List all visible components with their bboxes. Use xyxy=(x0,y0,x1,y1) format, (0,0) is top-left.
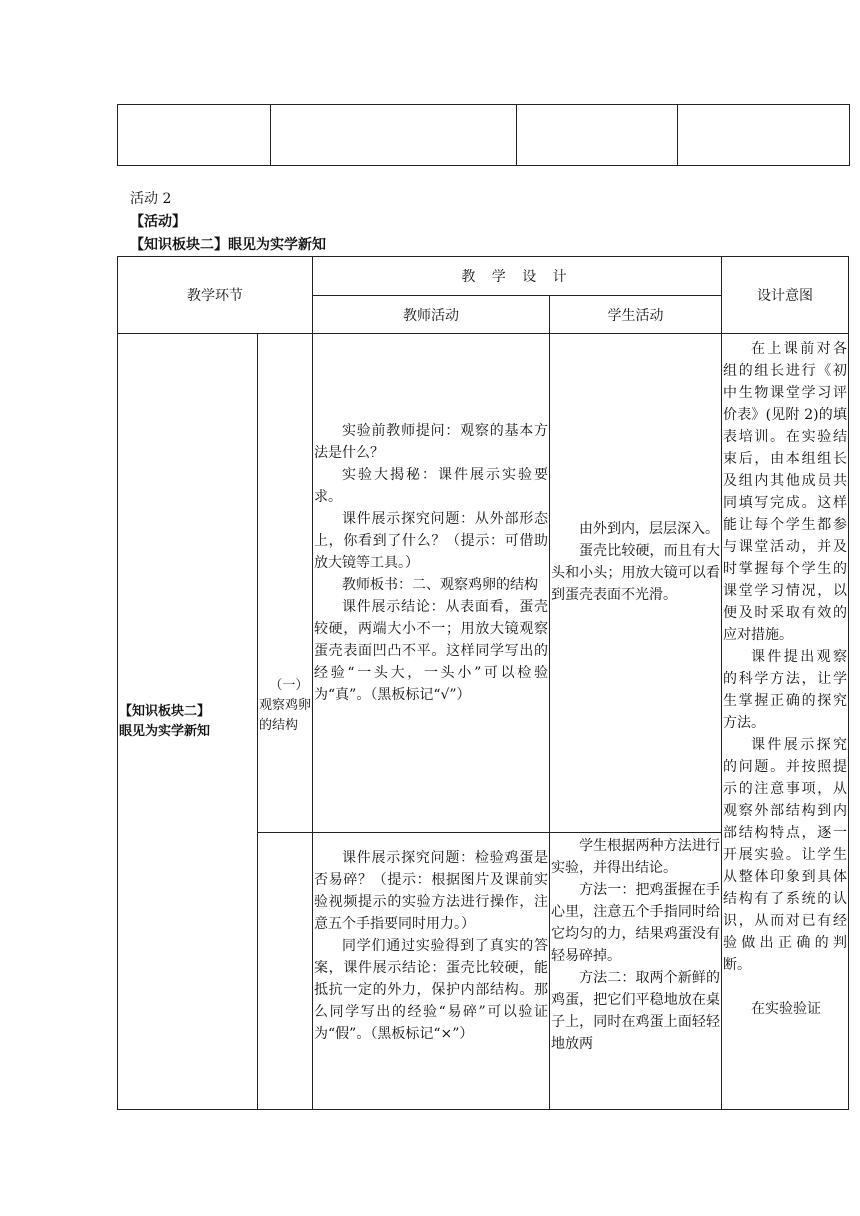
activity-tag: 【活动】 xyxy=(130,214,186,230)
teacher-paragraph: 教师板书：二、观察鸡卵的结构 xyxy=(342,577,538,593)
teacher-paragraph: 实验前教师提问：观察的基本方法是什么？ xyxy=(314,423,548,461)
module-label xyxy=(118,702,257,742)
module-label-line2: 眼见为实学新知 xyxy=(119,723,211,739)
teacher-paragraph: 同学们通过实验得到了真实的答案，课件展示结论：蛋壳比较硬，能抵抗一定的外力，保护内部结构。那么同学写出的经验“易碎”可以验证为“假”。（黑板标记“×”） xyxy=(314,938,548,1042)
teacher-paragraph: 课件展示探究问题：检验鸡蛋是否易碎？（提示：根据图片及课前实验视频提示的实验方法进行操作，注意五个手指要同时用力。） xyxy=(314,850,548,932)
empty-cell xyxy=(271,105,517,166)
intent-paragraph: 在上课前对各组的组长进行《初中生物课堂学习评价表》(见附 2)的填表培训。在实验结束后，由本组组长及组内其他成员共同填写完成。这样能让每个学生都参与课堂活动，并及时掌握每个学生的课堂学习情况，以便及时采取有效的应对措施。 xyxy=(723,341,847,643)
student-paragraph: 学生根据两种方法进行实验，并得出结论。 xyxy=(551,838,720,876)
header-teacher-activity: 教师活动 xyxy=(313,296,550,334)
intent-paragraph: 课件提出观察的科学方法，让学生掌握正确的探究方法。 xyxy=(723,649,847,731)
section-cell xyxy=(258,334,313,833)
header-teaching-stage: 教学环节 xyxy=(118,257,313,334)
empty-cell xyxy=(678,105,850,166)
header-design-intent: 设计意图 xyxy=(722,257,849,334)
section-cell-continued xyxy=(258,833,313,1110)
intent-paragraph: 课件展示探究的问题。并按照提示的注意事项，从观察外部结构到内部结构特点，逐一开展实验。让学生从整体印象到具体结构有了系统的认识，从而对已有经验做出正确的判断。 xyxy=(723,737,847,973)
activity-number: 活动 2 xyxy=(130,191,172,207)
teacher-paragraph: 实验大揭秘：课件展示实验要求。 xyxy=(314,467,548,505)
empty-cell xyxy=(118,105,271,166)
intent-paragraph: 在实验验证 xyxy=(751,1001,821,1017)
section-label-line2: 观察鸡卵的结构 xyxy=(259,698,312,733)
teaching-design-table xyxy=(117,256,849,1110)
module-heading: 【知识板块二】眼见为实学新知 xyxy=(130,237,326,253)
previous-table-remnant xyxy=(117,104,850,166)
module-label-line1: 【知识板块二】 xyxy=(119,703,211,719)
teacher-paragraph: 课件展示探究问题：从外部形态上，你看到了什么？（提示：可借助放大镜等工具。） xyxy=(314,511,548,571)
module-cell xyxy=(118,334,258,1110)
teacher-activity-cell-2 xyxy=(313,833,550,1110)
student-paragraph: 方法一：把鸡蛋握在手心里，注意五个手指同时给它均匀的力，结果鸡蛋没有轻易碎掉。 xyxy=(551,882,720,964)
section-label-line1: （一） xyxy=(269,678,309,693)
student-activity-cell-1 xyxy=(550,334,722,833)
header-teaching-design: 教 学 设 计 xyxy=(313,257,722,296)
teacher-paragraph: 课件展示结论：从表面看，蛋壳较硬，两端大小不一；用放大镜观察蛋壳表面凹凸不平。这样同学写出的经验“一头大，一头小”可以检验为“真”。（黑板标记“√”） xyxy=(314,599,548,703)
teacher-activity-cell-1 xyxy=(313,334,550,833)
header-student-activity: 学生活动 xyxy=(550,296,722,334)
student-paragraph: 方法二：取两个新鲜的鸡蛋，把它们平稳地放在桌子上，同时在鸡蛋上面轻轻地放两 xyxy=(551,970,720,1052)
empty-cell xyxy=(517,105,678,166)
student-activity-cell-2 xyxy=(550,833,722,1110)
section-label xyxy=(258,334,312,736)
student-paragraph: 蛋壳比较硬，而且有大头和小头；用放大镜可以看到蛋壳表面不光滑。 xyxy=(551,543,720,603)
design-intent-cell xyxy=(722,334,849,1110)
student-paragraph: 由外到内，层层深入。 xyxy=(579,521,719,537)
